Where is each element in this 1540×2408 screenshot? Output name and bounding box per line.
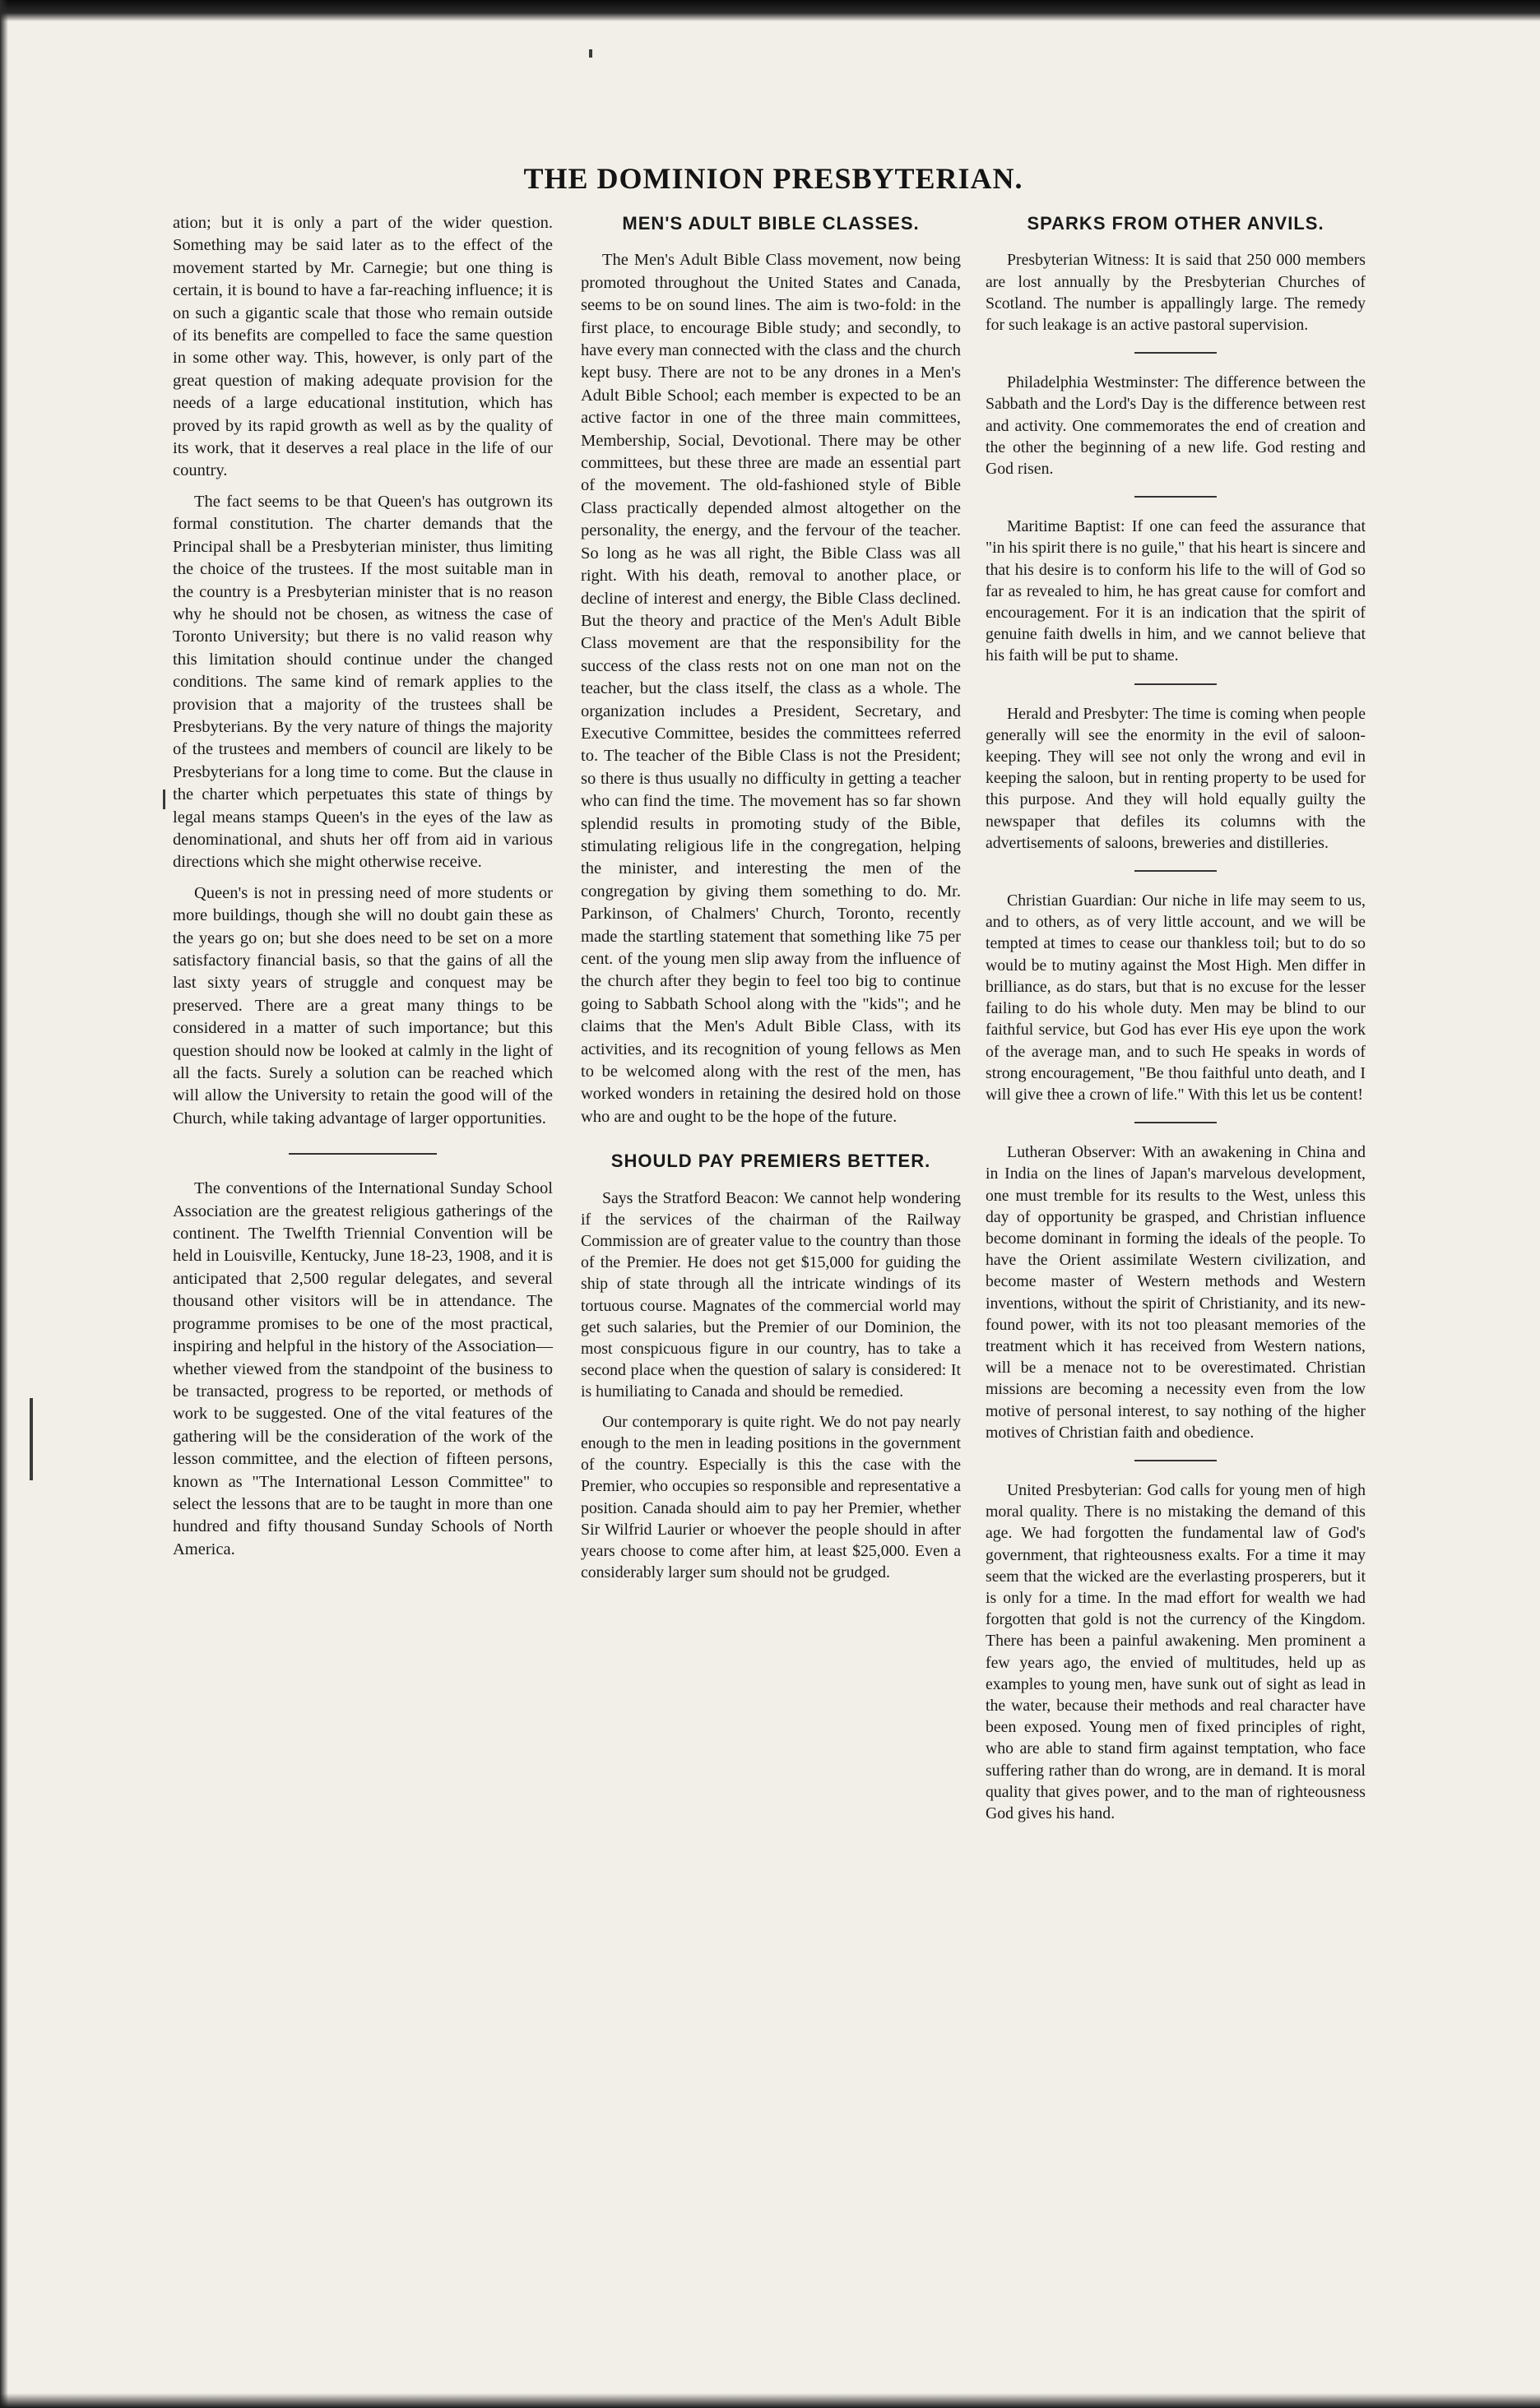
- column-2: [581, 212, 961, 1583]
- scan-border-left: [0, 0, 8, 2408]
- scan-border-top: [0, 0, 1540, 21]
- section-rule: [289, 1153, 437, 1155]
- column-3: [986, 212, 1366, 1824]
- scan-binding-mark: [30, 1398, 33, 1480]
- column-1: [173, 212, 553, 1561]
- quote-item: United Presbyterian: God calls for young men of high moral quality. There is no mistaking the demand of this age. We had forgotten the fundamental law of God's government, that righteousness exalts. For a time it may seem that the wicked are the everlasting prosperers, but it is only for a time. In the mad effort for wealth we had forgotten that gold is not the currency of the Kingdom. There has been a painful awakening. Men prominent a few years ago, the envied of multitudes, held up as examples to young men, have sunk out of sight as lead in the water, because their methods and real character have been exposed. Young men of fixed principles of right, who are able to stand firm against temptation, who face suffering rather than do wrong, are in demand. It is moral quality that gives power, and to the man of righteousness God gives his hand.: [986, 1480, 1366, 1822]
- paragraph: The Men's Adult Bible Class movement, now being promoted throughout the United States and Canada, seems to be on sound lines. The aim is two-fold: in the first place, to encourage Bible study; and secondly, to have every man connected with the class and the church kept busy. There are not to be any drones in a Men's Adult Bible School; each member is expected to be an active factor in one of the three main committees, Membership, Social, Devotional. There may be other committees, but these three are made an essential part of the movement. The old-fashioned style of Bible Class practically depended almost altogether on the personality, the energy, and the fervour of the teacher. So long as he was all right, the Bible Class was all right. With his death, removal to another place, or decline of interest and energy, the Bible Class declined. But the theory and practice of the Men's Adult Bible Class movement are that the responsibility for the success of the class rests not on one man not on the teacher, but the class itself, the class as a whole. The organization includes a President, Secretary, and Executive Committee, besides the committees referred to. The teacher of the Bible Class is not the President; so there is thus usually no difficulty in getting a teacher who can find the time. The movement has so far shown splendid results in promoting study of the Bible, stimulating religious life in the congregation, helping the minister, and interesting the men of the congregation by giving them something to do. Mr. Parkinson, of Chalmers' Church, Toronto, recently made the startling statement that something like 75 per cent. of the young men slip away from the influence of the church after they begin to feel too big to continue going to Sabbath School along with the "kids"; and he claims that the Men's Adult Bible Class, with its activities, and its recognition of young fellows as Men to be welcomed along with the rest of the men, has worked wonders in retaining the desired hold on those who are and ought to be the hope of the future.: [581, 251, 961, 1126]
- item-rule: [1134, 1122, 1217, 1123]
- quote-item: Lutheran Observer: With an awakening in China and in India on the lines of Japan's marvelous development, one must tremble for its results to the West, unless this day of opportunity be grasped, and Christian influence become dominant in forming the ideals of the people. To have the Orient assimilate Western civilization, and become master of Western methods and Western inventions, without the spirit of Christianity, and its new-found power, with its not too pleasant memories of the treatment which it has received from Western nations, will be a menace not to be overestimated. Christian missions are becoming a necessity even from the low motive of personal interest, to say nothing of the higher motives of Christian faith and obedience.: [986, 1143, 1366, 1442]
- item-rule: [1134, 683, 1217, 685]
- article-heading: MEN'S ADULT BIBLE CLASSES.: [622, 213, 920, 234]
- masthead: THE DOMINION PRESBYTERIAN.: [523, 162, 1023, 195]
- paragraph: The conventions of the International Sunday School Association are the greatest religious gatherings of the continent. The Twelfth Triennial Convention will be held in Louisville, Kentucky, June 18-23, 1908, and it is anticipated that 2,500 regular delegates, and several thousand other visitors will be in attendance. The programme promises to be one of the most practical, inspiring and helpful in the history of the Association—whether viewed from the standpoint of the business to be transacted, progress to be reported, or methods of work to be suggested. One of the vital features of the gathering will be the consideration of the work of the lesson committee, and the election of fifteen persons, known as "The International Lesson Committee" to select the lessons that are to be taught in more than one hundred and fifty thousand Sunday Schools of North America.: [173, 1179, 553, 1558]
- article-heading: SPARKS FROM OTHER ANVILS.: [1027, 213, 1324, 234]
- scan-border-bottom: [0, 2393, 1540, 2408]
- paragraph: Says the Stratford Beacon: We cannot help wondering if the services of the chairman of the Railway Commission are of greater value to the country than those of the Premier. He does not get $15,000 for guiding the ship of state through all the intricate windings of its tortuous course. Magnates of the commercial world may get such salaries, but the Premier of our Dominion, the most conspicuous figure in our country, has to take a second place when the question of salary is considered: It is humiliating to Canada and should be remedied.: [581, 1188, 961, 1401]
- item-rule: [1134, 352, 1217, 354]
- quote-item: Maritime Baptist: If one can feed the assurance that "in his spirit there is no guile," that his heart is sincere and that his desire is to conform his life to the will of God so far as revealed to him, he has great cause for comfort and encouragement. For it is an indication that the spirit of genuine faith dwells in him, and we cannot believe that his faith will be put to shame.: [986, 517, 1366, 665]
- paragraph: The fact seems to be that Queen's has outgrown its formal constitution. The charter demands that the Principal shall be a Presbyterian minister, thus limiting the choice of the trustees. If the most suitable man in the country is a Presbyterian minister that is no reason why he should not be chosen, as witness the case of Toronto University; but there is no valid reason why this limitation should continue under the changed conditions. The same kind of remark applies to the provision that a majority of the trustees shall be Presbyterians. By the very nature of things the majority of the trustees and members of council are likely to be Presbyterians for a long time to come. But the clause in the charter which perpetuates this state of things by legal means stamps Queen's in the eyes of the law as denominational, and shuts her off from aid in various directions which she might otherwise receive.: [173, 492, 553, 872]
- paragraph: Queen's is not in pressing need of more students or more buildings, though she will no doubt gain these as the years go on; but she does need to be set on a more satisfactory financial basis, so that the gains of all the last sixty years of struggle and conquest may be preserved. There are a great many things to be considered in a matter of such importance; but this question should now be looked at calmly in the light of all the facts. Surely a solution can be reached which will allow the University to retain the good will of the Church, while taking advantage of larger opportunities.: [173, 883, 553, 1128]
- quote-item: Christian Guardian: Our niche in life may seem to us, and to others, as of very little account, and we will be tempted at times to cease our thankless toil; but to do so would be to mutiny against the Most High. Men differ in brilliance, as do stars, but that is no excuse for the lesser failing to do his whole duty. Men may be blind to our faithful service, but God has ever His eye upon the work of the average man, and to such He speaks in words of strong encouragement, "Be thou faithful unto death, and I will give thee a crown of life." With this let us be content!: [986, 891, 1366, 1104]
- item-rule: [1134, 870, 1217, 872]
- scan-binding-mark: [163, 790, 165, 809]
- quote-item: Presbyterian Witness: It is said that 250 000 members are lost annually by the Presbyterian Churches of Scotland. The number is appallingly large. The remedy for such leakage is an active pastoral supervision.: [986, 251, 1366, 335]
- quote-item: Philadelphia Westminster: The difference between the Sabbath and the Lord's Day is the difference between rest and activity. One commemorates the end of creation and the other the beginning of a new life. God resting and God risen.: [986, 373, 1366, 479]
- item-rule: [1134, 496, 1217, 498]
- article-heading: SHOULD PAY PREMIERS BETTER.: [610, 1151, 931, 1172]
- item-rule: [1134, 1460, 1217, 1461]
- paragraph: ation; but it is only a part of the wider question. Something may be said later as to the effect of the movement started by Mr. Carnegie; but one thing is certain, it is bound to have a far-reaching influence; it is on such a gigantic scale that those who remain outside of its benefits are compelled to face the same question in some other way. This, however, is only part of the great question of making adequate provision for the needs of a large educational institution, which has proved by its rapid growth as well as by the quality of its work, that it deserves a real place in the life of our country.: [173, 214, 553, 480]
- scan-speck: [589, 49, 592, 58]
- quote-item: Herald and Presbyter: The time is coming when people generally will see the enormity in the evil of saloon-keeping. They will see not only the wrong and evil in keeping the saloon, but in renting property to be used for this purpose. And they will hold equally guilty the newspaper that defiles its columns with the advertisements of saloons, breweries and distilleries.: [986, 704, 1366, 852]
- paragraph: Our contemporary is quite right. We do not pay nearly enough to the men in leading positions in the government of the country. Especially is this the case with the Premier, who occupies so responsible and representative a position. Canada should aim to pay her Premier, whether Sir Wilfrid Laurier or whoever the people should in after years choose to come after him, at least $25,000. Even a considerably larger sum should not be grudged.: [581, 1412, 961, 1582]
